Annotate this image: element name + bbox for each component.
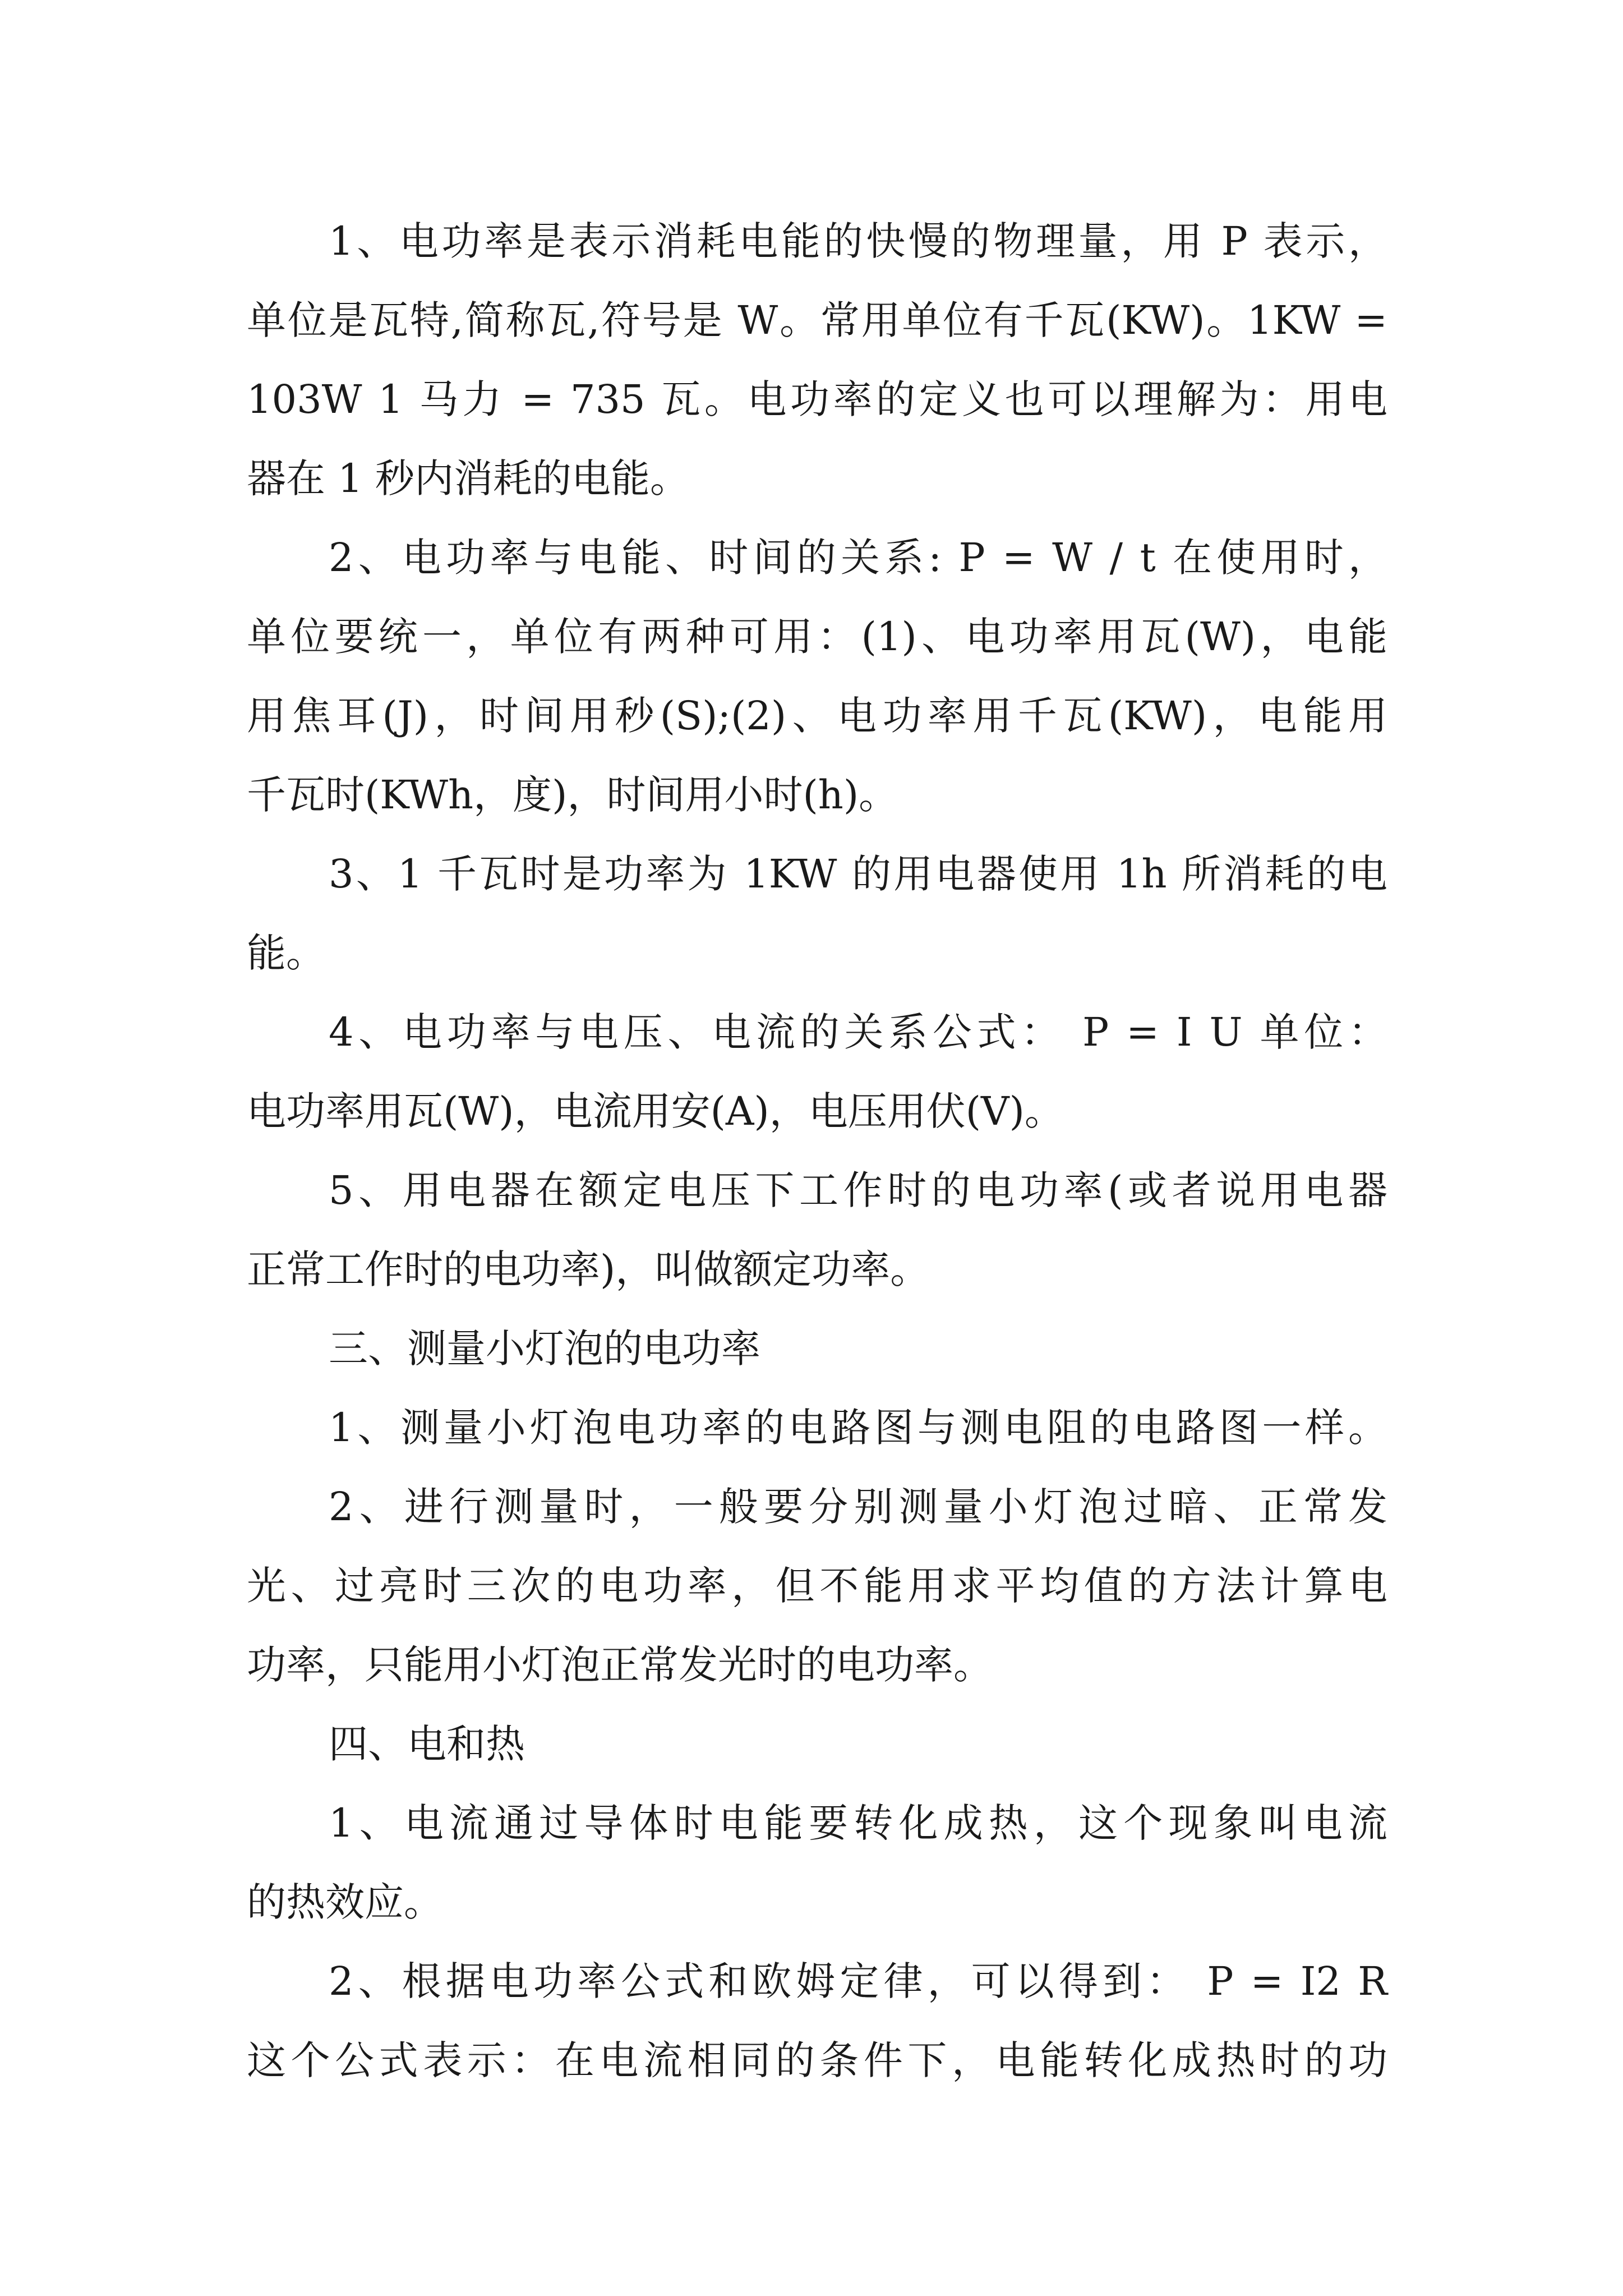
text-line: 103W 1 马力 = 735 瓦。电功率的定义也可以理解为：用电 [247,376,1387,422]
text-line: 光、过亮时三次的电功率，但不能用求平均值的方法计算电 [247,1563,1387,1609]
text-line: 功率，只能用小灯泡正常发光时的电功率。 [247,1642,993,1688]
section-heading: 四、电和热 [329,1721,525,1767]
text-line: 2、根据电功率公式和欧姆定律，可以得到： P = I2 R [329,1958,1387,2004]
text-line: 1、测量小灯泡电功率的电路图与测电阻的电路图一样。 [329,1405,1387,1451]
text-line: 用焦耳(J)，时间用秒(S);(2)、电功率用千瓦(KW)，电能用 [247,693,1387,739]
text-line: 正常工作时的电功率)，叫做额定功率。 [247,1246,930,1292]
text-line: 能。 [247,930,325,976]
text-line: 千瓦时(KWh，度)，时间用小时(h)。 [247,772,898,818]
text-line: 单位是瓦特,简称瓦,符号是 W。常用单位有千瓦(KW)。1KW = [247,297,1387,343]
text-line: 单位要统一，单位有两种可用：(1)、电功率用瓦(W)，电能 [247,614,1387,660]
text-line: 2、电功率与电能、时间的关系: P = W / t 在使用时， [329,535,1387,581]
text-line: 电功率用瓦(W)，电流用安(A)，电压用伏(V)。 [247,1088,1064,1134]
text-line: 3、1 千瓦时是功率为 1KW 的用电器使用 1h 所消耗的电 [329,851,1387,897]
text-line: 器在 1 秒内消耗的电能。 [247,455,690,501]
text-line: 4、电功率与电压、电流的关系公式： P = I U 单位： [329,1009,1387,1055]
text-line: 的热效应。 [247,1879,443,1925]
text-line: 1、电功率是表示消耗电能的快慢的物理量，用 P 表示， [329,218,1387,264]
text-line: 1、电流通过导体时电能要转化成热，这个现象叫电流 [329,1800,1387,1846]
text-line: 这个公式表示：在电流相同的条件下，电能转化成热时的功 [247,2037,1387,2083]
text-line: 2、进行测量时，一般要分别测量小灯泡过暗、正常发 [329,1484,1387,1530]
section-heading: 三、测量小灯泡的电功率 [329,1326,760,1372]
text-line: 5、用电器在额定电压下工作时的电功率(或者说用电器 [329,1167,1387,1213]
